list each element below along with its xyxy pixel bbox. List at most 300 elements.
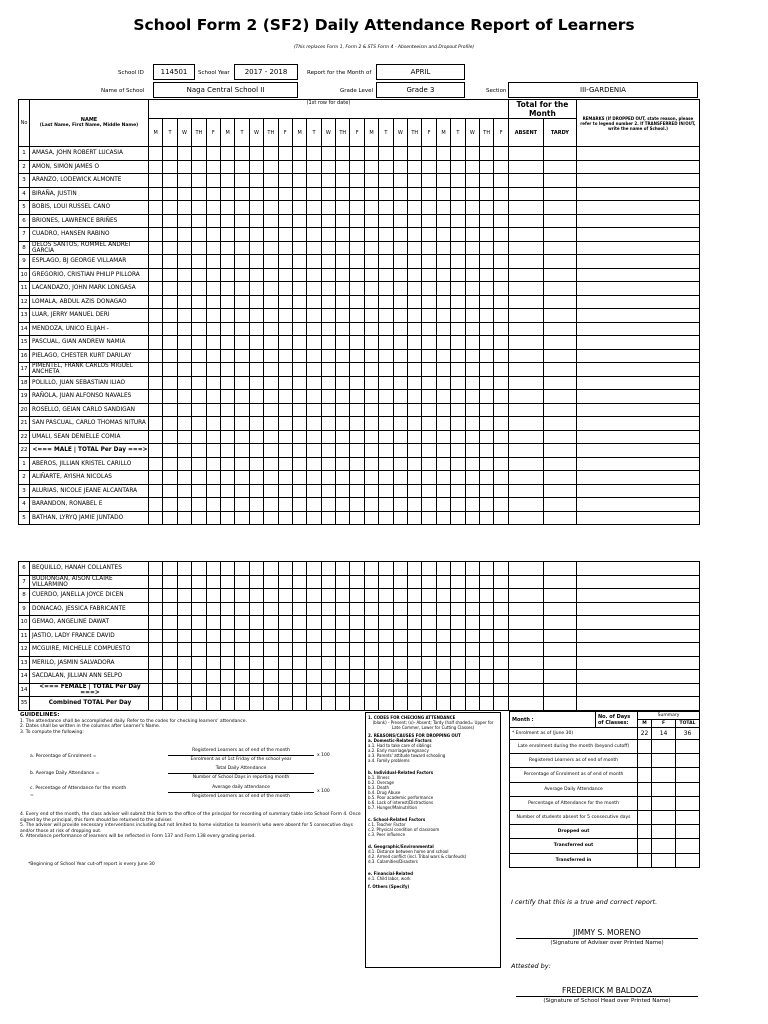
attendance-cell[interactable] bbox=[206, 471, 220, 485]
attendance-cell[interactable] bbox=[206, 457, 220, 471]
attendance-cell[interactable] bbox=[163, 160, 177, 174]
attendance-cell[interactable] bbox=[249, 589, 263, 603]
attendance-cell[interactable] bbox=[479, 484, 493, 498]
attendance-cell[interactable] bbox=[292, 575, 306, 589]
attendance-cell[interactable] bbox=[436, 160, 450, 174]
attendance-cell[interactable] bbox=[192, 187, 206, 201]
attendance-cell[interactable] bbox=[379, 201, 393, 215]
attendance-cell[interactable] bbox=[292, 282, 306, 296]
remarks-cell[interactable] bbox=[576, 457, 699, 471]
attendance-cell[interactable] bbox=[465, 174, 479, 188]
attendance-cell[interactable] bbox=[249, 147, 263, 161]
attendance-cell[interactable] bbox=[264, 498, 278, 512]
attendance-cell[interactable] bbox=[393, 697, 407, 711]
attendance-cell[interactable] bbox=[249, 670, 263, 684]
attendance-cell[interactable] bbox=[408, 484, 422, 498]
attendance-cell[interactable] bbox=[494, 349, 509, 363]
attendance-cell[interactable] bbox=[192, 160, 206, 174]
attendance-cell[interactable] bbox=[379, 187, 393, 201]
attendance-cell[interactable] bbox=[235, 511, 249, 525]
attendance-cell[interactable] bbox=[177, 656, 191, 670]
attendance-cell[interactable] bbox=[249, 616, 263, 630]
attendance-cell[interactable] bbox=[336, 214, 350, 228]
attendance-cell[interactable] bbox=[235, 295, 249, 309]
attendance-cell[interactable] bbox=[350, 322, 364, 336]
attendance-cell[interactable] bbox=[264, 214, 278, 228]
attendance-cell[interactable] bbox=[206, 336, 220, 350]
attendance-cell[interactable] bbox=[350, 656, 364, 670]
attendance-cell[interactable] bbox=[465, 511, 479, 525]
attendance-cell[interactable] bbox=[278, 363, 292, 377]
attendance-cell[interactable] bbox=[235, 602, 249, 616]
attendance-cell[interactable] bbox=[235, 390, 249, 404]
attendance-cell[interactable] bbox=[278, 511, 292, 525]
attendance-cell[interactable] bbox=[494, 629, 508, 643]
attendance-cell[interactable] bbox=[278, 683, 292, 697]
remarks-cell[interactable] bbox=[576, 643, 699, 657]
attendance-cell[interactable] bbox=[321, 295, 335, 309]
attendance-cell[interactable] bbox=[364, 602, 378, 616]
attendance-cell[interactable] bbox=[436, 322, 450, 336]
attendance-cell[interactable] bbox=[177, 390, 191, 404]
attendance-cell[interactable] bbox=[422, 589, 436, 603]
attendance-cell[interactable] bbox=[408, 268, 422, 282]
attendance-cell[interactable] bbox=[249, 471, 263, 485]
attendance-cell[interactable] bbox=[336, 187, 350, 201]
attendance-cell[interactable] bbox=[494, 444, 509, 458]
attendance-cell[interactable] bbox=[465, 562, 479, 576]
attendance-cell[interactable] bbox=[192, 484, 206, 498]
attendance-cell[interactable] bbox=[451, 214, 465, 228]
attendance-cell[interactable] bbox=[350, 575, 364, 589]
attendance-cell[interactable] bbox=[336, 616, 350, 630]
attendance-cell[interactable] bbox=[220, 228, 234, 242]
attendance-cell[interactable] bbox=[307, 349, 321, 363]
attendance-cell[interactable] bbox=[177, 228, 191, 242]
attendance-cell[interactable] bbox=[364, 390, 378, 404]
attendance-cell[interactable] bbox=[235, 201, 249, 215]
attendance-cell[interactable] bbox=[163, 268, 177, 282]
attendance-cell[interactable] bbox=[350, 255, 364, 269]
attendance-cell[interactable] bbox=[307, 255, 321, 269]
attendance-cell[interactable] bbox=[249, 498, 263, 512]
attendance-cell[interactable] bbox=[163, 670, 177, 684]
attendance-cell[interactable] bbox=[451, 160, 465, 174]
attendance-cell[interactable] bbox=[494, 417, 509, 431]
remarks-cell[interactable] bbox=[576, 282, 699, 296]
attendance-cell[interactable] bbox=[220, 390, 234, 404]
attendance-cell[interactable] bbox=[307, 602, 321, 616]
attendance-cell[interactable] bbox=[465, 498, 479, 512]
attendance-cell[interactable] bbox=[379, 471, 393, 485]
attendance-cell[interactable] bbox=[192, 430, 206, 444]
attendance-cell[interactable] bbox=[408, 214, 422, 228]
attendance-cell[interactable] bbox=[206, 390, 220, 404]
attendance-cell[interactable] bbox=[494, 363, 509, 377]
remarks-cell[interactable] bbox=[576, 363, 699, 377]
attendance-cell[interactable] bbox=[494, 255, 509, 269]
attendance-cell[interactable] bbox=[206, 484, 220, 498]
attendance-cell[interactable] bbox=[408, 160, 422, 174]
attendance-cell[interactable] bbox=[465, 295, 479, 309]
attendance-cell[interactable] bbox=[451, 471, 465, 485]
attendance-cell[interactable] bbox=[278, 457, 292, 471]
attendance-cell[interactable] bbox=[422, 562, 436, 576]
attendance-cell[interactable] bbox=[307, 241, 321, 255]
attendance-cell[interactable] bbox=[235, 282, 249, 296]
attendance-cell[interactable] bbox=[465, 616, 479, 630]
attendance-cell[interactable] bbox=[220, 255, 234, 269]
attendance-cell[interactable] bbox=[206, 309, 220, 323]
attendance-cell[interactable] bbox=[220, 589, 234, 603]
remarks-cell[interactable] bbox=[576, 602, 699, 616]
attendance-cell[interactable] bbox=[292, 268, 306, 282]
attendance-cell[interactable] bbox=[465, 683, 479, 697]
attendance-cell[interactable] bbox=[264, 616, 278, 630]
attendance-cell[interactable] bbox=[163, 589, 177, 603]
attendance-cell[interactable] bbox=[321, 403, 335, 417]
attendance-cell[interactable] bbox=[350, 363, 364, 377]
attendance-cell[interactable] bbox=[350, 697, 364, 711]
attendance-cell[interactable] bbox=[206, 683, 220, 697]
attendance-cell[interactable] bbox=[235, 336, 249, 350]
attendance-cell[interactable] bbox=[163, 147, 177, 161]
attendance-cell[interactable] bbox=[393, 363, 407, 377]
attendance-cell[interactable] bbox=[292, 309, 306, 323]
attendance-cell[interactable] bbox=[494, 484, 509, 498]
attendance-cell[interactable] bbox=[235, 268, 249, 282]
attendance-cell[interactable] bbox=[408, 336, 422, 350]
attendance-cell[interactable] bbox=[177, 187, 191, 201]
attendance-cell[interactable] bbox=[479, 643, 493, 657]
attendance-cell[interactable] bbox=[206, 616, 220, 630]
attendance-cell[interactable] bbox=[494, 511, 509, 525]
attendance-cell[interactable] bbox=[206, 511, 220, 525]
attendance-cell[interactable] bbox=[192, 376, 206, 390]
attendance-cell[interactable] bbox=[149, 403, 163, 417]
attendance-cell[interactable] bbox=[336, 498, 350, 512]
attendance-cell[interactable] bbox=[177, 295, 191, 309]
attendance-cell[interactable] bbox=[235, 376, 249, 390]
attendance-cell[interactable] bbox=[192, 349, 206, 363]
attendance-cell[interactable] bbox=[350, 187, 364, 201]
attendance-cell[interactable] bbox=[292, 417, 306, 431]
attendance-cell[interactable] bbox=[149, 349, 163, 363]
attendance-cell[interactable] bbox=[307, 390, 321, 404]
attendance-cell[interactable] bbox=[350, 241, 364, 255]
attendance-cell[interactable] bbox=[350, 683, 364, 697]
attendance-cell[interactable] bbox=[177, 147, 191, 161]
attendance-cell[interactable] bbox=[408, 629, 422, 643]
attendance-cell[interactable] bbox=[307, 589, 321, 603]
attendance-cell[interactable] bbox=[307, 147, 321, 161]
attendance-cell[interactable] bbox=[321, 282, 335, 296]
attendance-cell[interactable] bbox=[479, 562, 493, 576]
attendance-cell[interactable] bbox=[494, 589, 508, 603]
attendance-cell[interactable] bbox=[307, 336, 321, 350]
attendance-cell[interactable] bbox=[220, 417, 234, 431]
remarks-cell[interactable] bbox=[576, 322, 699, 336]
attendance-cell[interactable] bbox=[149, 444, 163, 458]
attendance-cell[interactable] bbox=[249, 363, 263, 377]
attendance-cell[interactable] bbox=[451, 697, 465, 711]
attendance-cell[interactable] bbox=[321, 187, 335, 201]
attendance-cell[interactable] bbox=[465, 322, 479, 336]
attendance-cell[interactable] bbox=[278, 295, 292, 309]
attendance-cell[interactable] bbox=[278, 268, 292, 282]
attendance-cell[interactable] bbox=[278, 629, 292, 643]
attendance-cell[interactable] bbox=[264, 589, 278, 603]
attendance-cell[interactable] bbox=[436, 363, 450, 377]
attendance-cell[interactable] bbox=[206, 602, 220, 616]
attendance-cell[interactable] bbox=[321, 616, 335, 630]
attendance-cell[interactable] bbox=[177, 643, 191, 657]
attendance-cell[interactable] bbox=[408, 322, 422, 336]
attendance-cell[interactable] bbox=[163, 363, 177, 377]
attendance-cell[interactable] bbox=[393, 616, 407, 630]
attendance-cell[interactable] bbox=[350, 484, 364, 498]
attendance-cell[interactable] bbox=[292, 484, 306, 498]
attendance-cell[interactable] bbox=[206, 295, 220, 309]
attendance-cell[interactable] bbox=[177, 683, 191, 697]
remarks-cell[interactable] bbox=[576, 336, 699, 350]
attendance-cell[interactable] bbox=[192, 498, 206, 512]
attendance-cell[interactable] bbox=[408, 656, 422, 670]
attendance-cell[interactable] bbox=[192, 241, 206, 255]
attendance-cell[interactable] bbox=[292, 349, 306, 363]
attendance-cell[interactable] bbox=[364, 562, 378, 576]
attendance-cell[interactable] bbox=[436, 336, 450, 350]
attendance-cell[interactable] bbox=[249, 268, 263, 282]
attendance-cell[interactable] bbox=[479, 390, 493, 404]
attendance-cell[interactable] bbox=[364, 511, 378, 525]
attendance-cell[interactable] bbox=[149, 322, 163, 336]
attendance-cell[interactable] bbox=[264, 575, 278, 589]
attendance-cell[interactable] bbox=[220, 214, 234, 228]
attendance-cell[interactable] bbox=[321, 174, 335, 188]
attendance-cell[interactable] bbox=[235, 214, 249, 228]
attendance-cell[interactable] bbox=[336, 589, 350, 603]
attendance-cell[interactable] bbox=[379, 683, 393, 697]
attendance-cell[interactable] bbox=[292, 444, 306, 458]
attendance-cell[interactable] bbox=[336, 349, 350, 363]
attendance-cell[interactable] bbox=[163, 241, 177, 255]
attendance-cell[interactable] bbox=[393, 376, 407, 390]
attendance-cell[interactable] bbox=[292, 643, 306, 657]
attendance-cell[interactable] bbox=[422, 457, 436, 471]
attendance-cell[interactable] bbox=[249, 656, 263, 670]
attendance-cell[interactable] bbox=[192, 403, 206, 417]
attendance-cell[interactable] bbox=[379, 697, 393, 711]
attendance-cell[interactable] bbox=[177, 282, 191, 296]
attendance-cell[interactable] bbox=[206, 349, 220, 363]
attendance-cell[interactable] bbox=[163, 616, 177, 630]
attendance-cell[interactable] bbox=[192, 295, 206, 309]
attendance-cell[interactable] bbox=[235, 498, 249, 512]
attendance-cell[interactable] bbox=[163, 430, 177, 444]
attendance-cell[interactable] bbox=[235, 160, 249, 174]
attendance-cell[interactable] bbox=[163, 562, 177, 576]
attendance-cell[interactable] bbox=[350, 336, 364, 350]
attendance-cell[interactable] bbox=[451, 484, 465, 498]
attendance-cell[interactable] bbox=[321, 160, 335, 174]
remarks-cell[interactable] bbox=[576, 309, 699, 323]
attendance-cell[interactable] bbox=[422, 656, 436, 670]
attendance-cell[interactable] bbox=[379, 228, 393, 242]
attendance-cell[interactable] bbox=[465, 214, 479, 228]
attendance-cell[interactable] bbox=[479, 498, 493, 512]
attendance-cell[interactable] bbox=[149, 255, 163, 269]
attendance-cell[interactable] bbox=[465, 444, 479, 458]
attendance-cell[interactable] bbox=[206, 228, 220, 242]
attendance-cell[interactable] bbox=[249, 160, 263, 174]
attendance-cell[interactable] bbox=[451, 349, 465, 363]
attendance-cell[interactable] bbox=[278, 187, 292, 201]
attendance-cell[interactable] bbox=[393, 174, 407, 188]
attendance-cell[interactable] bbox=[479, 417, 493, 431]
attendance-cell[interactable] bbox=[192, 255, 206, 269]
attendance-cell[interactable] bbox=[336, 336, 350, 350]
attendance-cell[interactable] bbox=[206, 498, 220, 512]
attendance-cell[interactable] bbox=[321, 201, 335, 215]
attendance-cell[interactable] bbox=[336, 174, 350, 188]
attendance-cell[interactable] bbox=[393, 403, 407, 417]
attendance-cell[interactable] bbox=[436, 214, 450, 228]
attendance-cell[interactable] bbox=[422, 417, 436, 431]
remarks-cell[interactable] bbox=[576, 417, 699, 431]
attendance-cell[interactable] bbox=[292, 629, 306, 643]
attendance-cell[interactable] bbox=[350, 349, 364, 363]
attendance-cell[interactable] bbox=[451, 643, 465, 657]
attendance-cell[interactable] bbox=[321, 498, 335, 512]
attendance-cell[interactable] bbox=[220, 498, 234, 512]
attendance-cell[interactable] bbox=[336, 228, 350, 242]
attendance-cell[interactable] bbox=[307, 160, 321, 174]
attendance-cell[interactable] bbox=[321, 643, 335, 657]
attendance-cell[interactable] bbox=[278, 417, 292, 431]
attendance-cell[interactable] bbox=[220, 201, 234, 215]
attendance-cell[interactable] bbox=[408, 228, 422, 242]
remarks-cell[interactable] bbox=[576, 349, 699, 363]
attendance-cell[interactable] bbox=[307, 616, 321, 630]
attendance-cell[interactable] bbox=[436, 201, 450, 215]
attendance-cell[interactable] bbox=[235, 656, 249, 670]
attendance-cell[interactable] bbox=[479, 376, 493, 390]
attendance-cell[interactable] bbox=[379, 511, 393, 525]
attendance-cell[interactable] bbox=[422, 403, 436, 417]
attendance-cell[interactable] bbox=[220, 656, 234, 670]
attendance-cell[interactable] bbox=[494, 616, 508, 630]
attendance-cell[interactable] bbox=[465, 403, 479, 417]
attendance-cell[interactable] bbox=[350, 228, 364, 242]
attendance-cell[interactable] bbox=[292, 562, 306, 576]
attendance-cell[interactable] bbox=[336, 255, 350, 269]
attendance-cell[interactable] bbox=[494, 214, 509, 228]
attendance-cell[interactable] bbox=[479, 322, 493, 336]
attendance-cell[interactable] bbox=[436, 390, 450, 404]
attendance-cell[interactable] bbox=[235, 457, 249, 471]
attendance-cell[interactable] bbox=[292, 187, 306, 201]
attendance-cell[interactable] bbox=[235, 187, 249, 201]
attendance-cell[interactable] bbox=[350, 643, 364, 657]
attendance-cell[interactable] bbox=[292, 683, 306, 697]
attendance-cell[interactable] bbox=[149, 643, 163, 657]
attendance-cell[interactable] bbox=[307, 471, 321, 485]
attendance-cell[interactable] bbox=[192, 471, 206, 485]
attendance-cell[interactable] bbox=[321, 629, 335, 643]
attendance-cell[interactable] bbox=[408, 174, 422, 188]
attendance-cell[interactable] bbox=[220, 322, 234, 336]
attendance-cell[interactable] bbox=[264, 656, 278, 670]
attendance-cell[interactable] bbox=[163, 471, 177, 485]
attendance-cell[interactable] bbox=[408, 616, 422, 630]
attendance-cell[interactable] bbox=[451, 511, 465, 525]
attendance-cell[interactable] bbox=[220, 511, 234, 525]
attendance-cell[interactable] bbox=[494, 282, 509, 296]
attendance-cell[interactable] bbox=[422, 255, 436, 269]
attendance-cell[interactable] bbox=[451, 363, 465, 377]
attendance-cell[interactable] bbox=[220, 295, 234, 309]
attendance-cell[interactable] bbox=[379, 268, 393, 282]
attendance-cell[interactable] bbox=[436, 241, 450, 255]
attendance-cell[interactable] bbox=[465, 147, 479, 161]
attendance-cell[interactable] bbox=[192, 282, 206, 296]
attendance-cell[interactable] bbox=[436, 268, 450, 282]
attendance-cell[interactable] bbox=[307, 228, 321, 242]
attendance-cell[interactable] bbox=[278, 616, 292, 630]
attendance-cell[interactable] bbox=[206, 430, 220, 444]
attendance-cell[interactable] bbox=[192, 670, 206, 684]
attendance-cell[interactable] bbox=[220, 363, 234, 377]
attendance-cell[interactable] bbox=[192, 268, 206, 282]
attendance-cell[interactable] bbox=[451, 670, 465, 684]
attendance-cell[interactable] bbox=[264, 336, 278, 350]
attendance-cell[interactable] bbox=[192, 201, 206, 215]
attendance-cell[interactable] bbox=[264, 255, 278, 269]
attendance-cell[interactable] bbox=[192, 589, 206, 603]
attendance-cell[interactable] bbox=[278, 444, 292, 458]
attendance-cell[interactable] bbox=[235, 575, 249, 589]
attendance-cell[interactable] bbox=[220, 562, 234, 576]
attendance-cell[interactable] bbox=[422, 575, 436, 589]
remarks-cell[interactable] bbox=[576, 241, 699, 255]
attendance-cell[interactable] bbox=[364, 403, 378, 417]
attendance-cell[interactable] bbox=[479, 336, 493, 350]
attendance-cell[interactable] bbox=[465, 643, 479, 657]
attendance-cell[interactable] bbox=[350, 160, 364, 174]
remarks-cell[interactable] bbox=[576, 444, 699, 458]
attendance-cell[interactable] bbox=[235, 616, 249, 630]
attendance-cell[interactable] bbox=[393, 228, 407, 242]
attendance-cell[interactable] bbox=[249, 241, 263, 255]
attendance-cell[interactable] bbox=[278, 160, 292, 174]
attendance-cell[interactable] bbox=[436, 295, 450, 309]
attendance-cell[interactable] bbox=[422, 629, 436, 643]
attendance-cell[interactable] bbox=[393, 214, 407, 228]
attendance-cell[interactable] bbox=[465, 201, 479, 215]
attendance-cell[interactable] bbox=[465, 309, 479, 323]
attendance-cell[interactable] bbox=[249, 390, 263, 404]
attendance-cell[interactable] bbox=[307, 683, 321, 697]
attendance-cell[interactable] bbox=[436, 187, 450, 201]
attendance-cell[interactable] bbox=[163, 349, 177, 363]
attendance-cell[interactable] bbox=[321, 349, 335, 363]
attendance-cell[interactable] bbox=[264, 309, 278, 323]
attendance-cell[interactable] bbox=[220, 282, 234, 296]
attendance-cell[interactable] bbox=[408, 147, 422, 161]
attendance-cell[interactable] bbox=[336, 683, 350, 697]
attendance-cell[interactable] bbox=[436, 147, 450, 161]
